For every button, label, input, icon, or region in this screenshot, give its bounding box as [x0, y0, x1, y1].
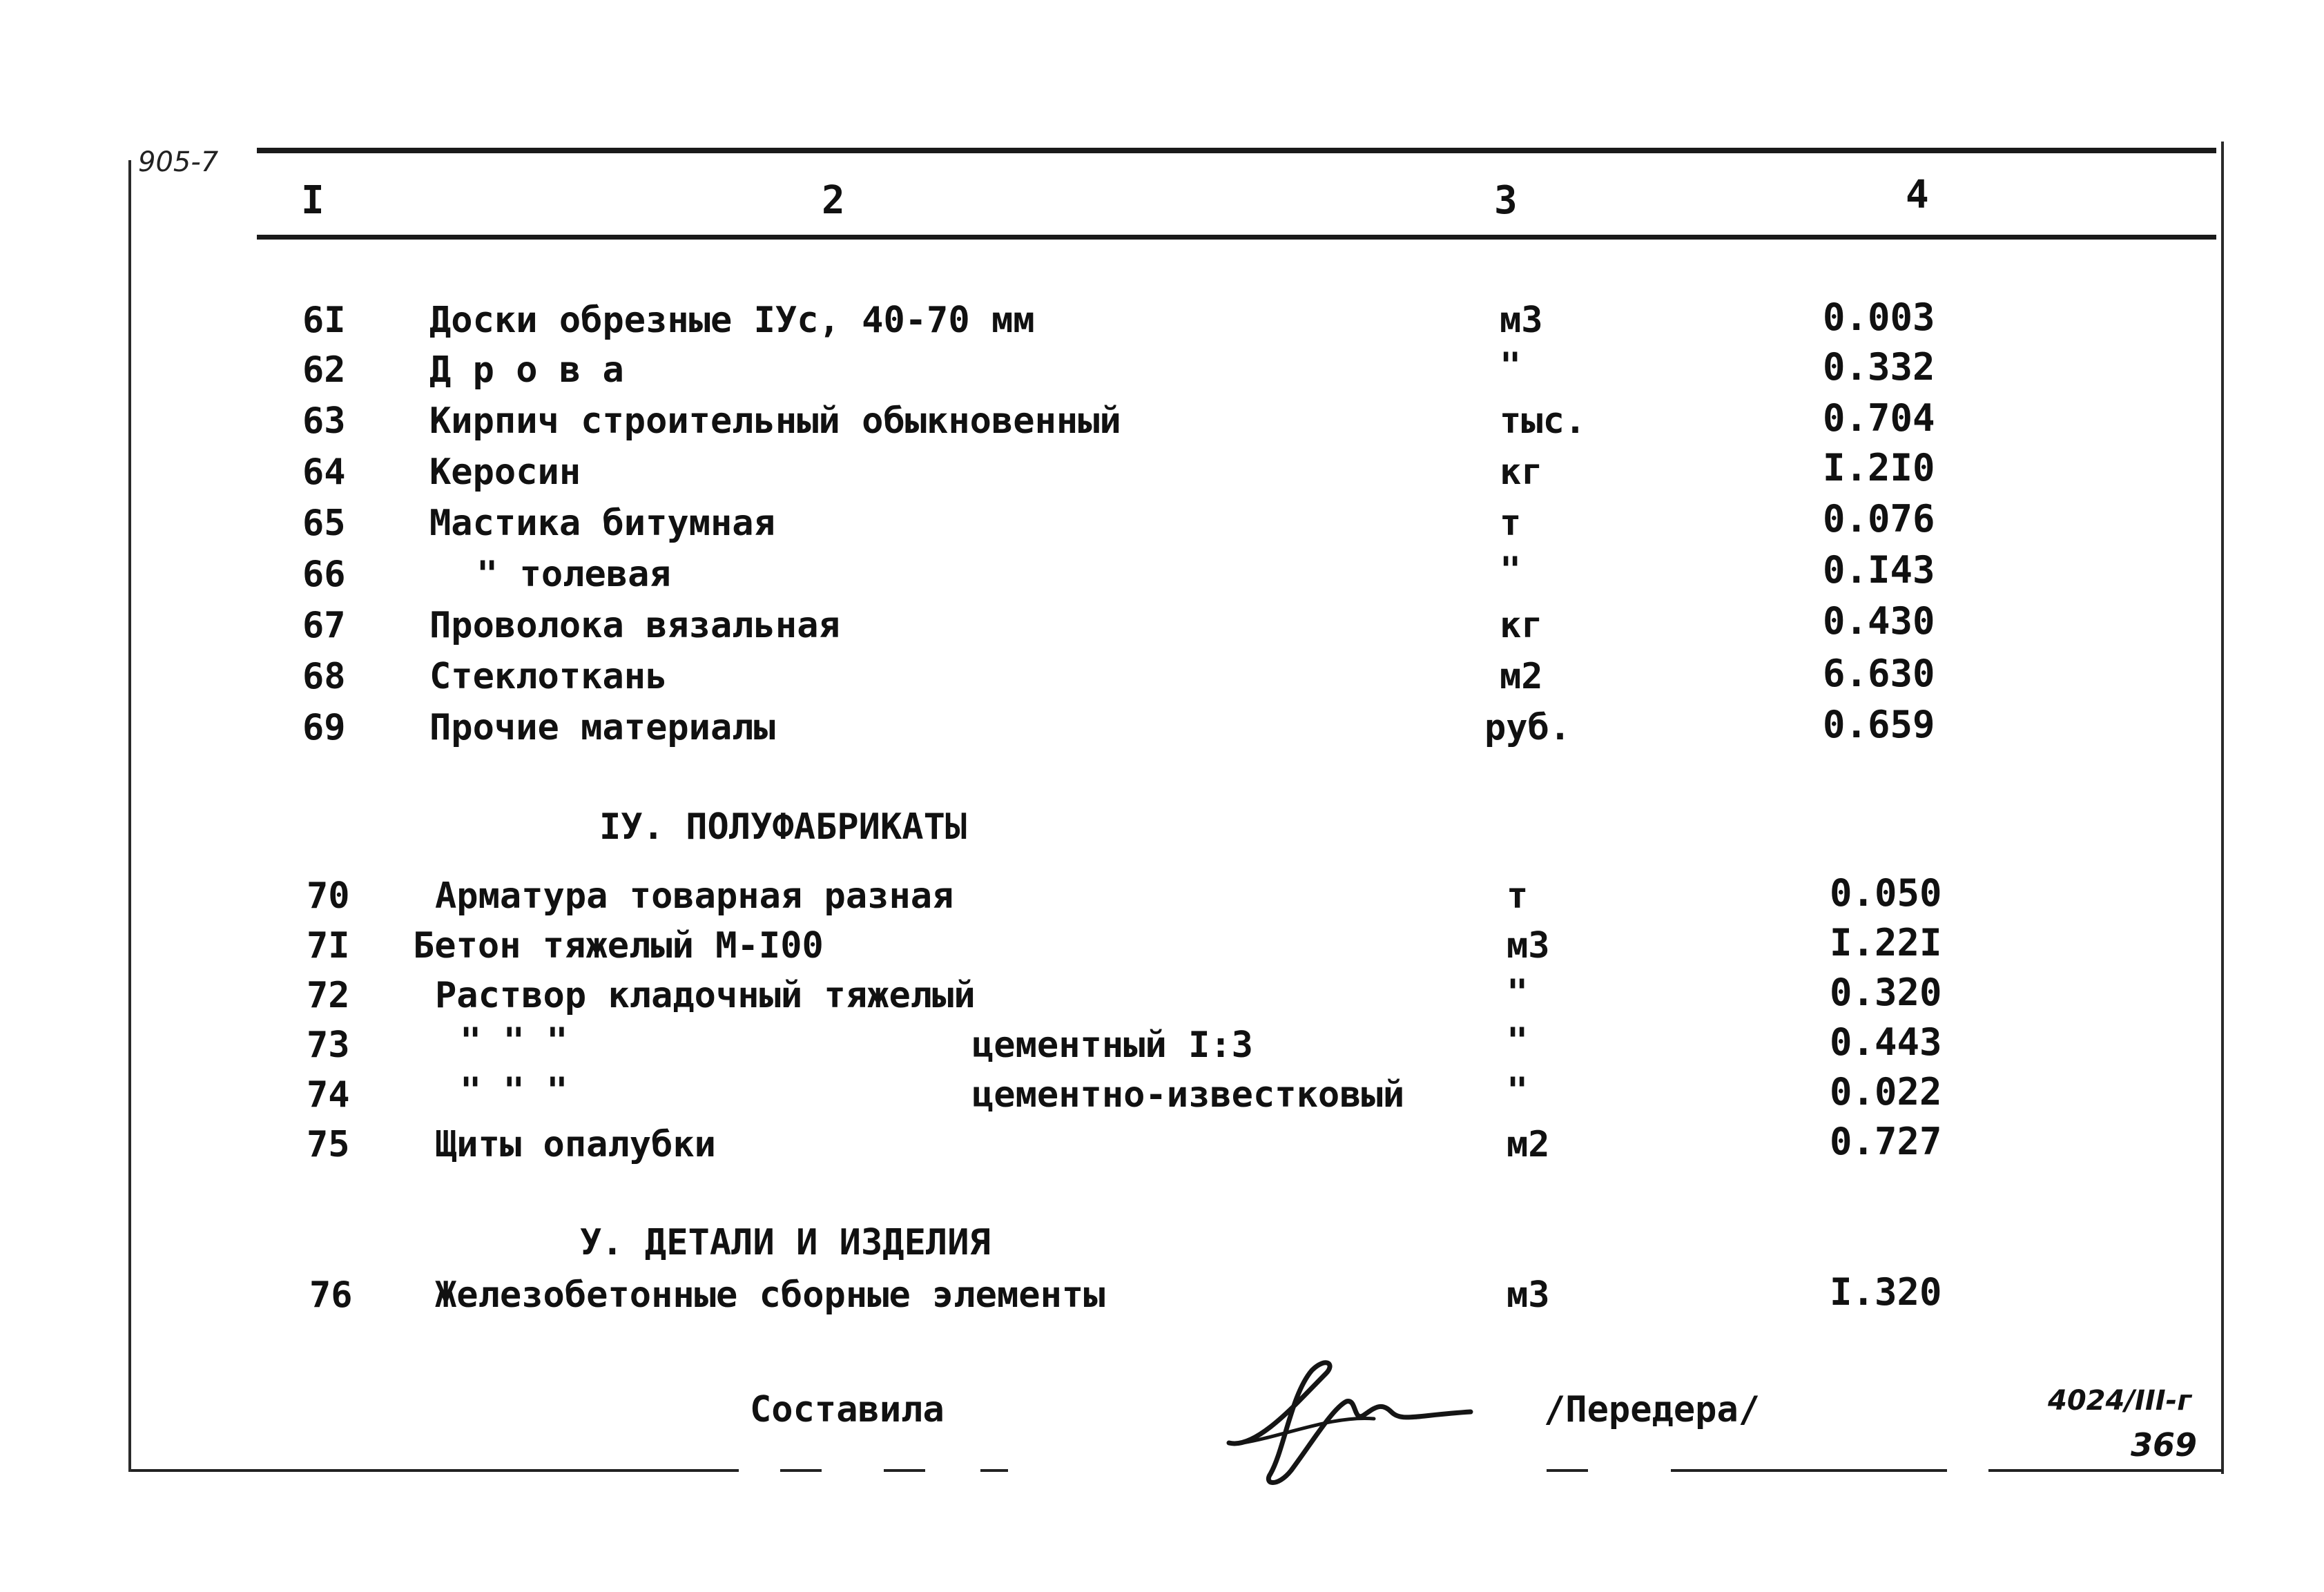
unit-of-measure: кг: [1500, 452, 1543, 493]
row-number: 7I: [307, 925, 350, 967]
row-number: 66: [302, 554, 346, 595]
frame-right-border: [2221, 142, 2224, 1474]
quantity-value: 0.076: [1823, 497, 1935, 541]
quantity-value: 0.443: [1830, 1020, 1942, 1064]
quantity-value: 0.704: [1823, 396, 1935, 440]
quantity-value: 0.I43: [1823, 548, 1935, 592]
signature-icon: [1215, 1346, 1478, 1491]
row-number: 68: [302, 656, 346, 697]
quantity-value: I.22I: [1830, 921, 1942, 964]
row-number: 62: [302, 349, 346, 391]
unit-of-measure: м2: [1507, 1124, 1550, 1165]
compiled-by-label: Составила: [750, 1389, 945, 1430]
quantity-value: 0.003: [1823, 295, 1935, 339]
unit-of-measure: ": [1500, 345, 1522, 387]
material-name: Арматура товарная разная: [435, 875, 954, 917]
material-subtype: цементно-известковый: [972, 1074, 1405, 1116]
row-number: 73: [307, 1025, 350, 1066]
unit-of-measure: т: [1500, 503, 1522, 544]
row-number: 70: [307, 875, 350, 917]
bottom-border-segment: [884, 1469, 925, 1472]
row-number: 65: [302, 503, 346, 544]
unit-of-measure: тыс.: [1500, 400, 1587, 442]
material-name: Керосин: [429, 452, 581, 493]
column-header-2: 2: [822, 178, 845, 223]
unit-of-measure: м3: [1500, 300, 1543, 341]
header-top-rule: [257, 148, 2216, 153]
row-number: 72: [307, 975, 350, 1016]
column-header-4: 4: [1906, 173, 1929, 217]
column-header-1: I: [301, 178, 325, 223]
row-number: 64: [302, 452, 346, 493]
unit-of-measure: кг: [1500, 605, 1543, 646]
material-name: Щиты опалубки: [435, 1124, 716, 1165]
bottom-border-segment: [1988, 1469, 2223, 1472]
signer-name: /Передера/: [1544, 1389, 1761, 1430]
quantity-value: 0.050: [1830, 871, 1942, 915]
material-name: Стеклоткань: [429, 656, 668, 697]
row-number: 63: [302, 400, 346, 442]
row-number: 67: [302, 605, 346, 646]
row-number: 75: [307, 1124, 350, 1165]
unit-of-measure: ": [1507, 972, 1529, 1013]
row-number: 69: [302, 707, 346, 748]
quantity-value: 0.659: [1823, 703, 1935, 746]
material-name: " " ": [460, 1070, 568, 1112]
header-bottom-rule: [257, 235, 2216, 240]
frame-left-border: [128, 160, 131, 1472]
quantity-value: 6.630: [1823, 652, 1935, 695]
corner-code: 905-7: [138, 146, 219, 178]
page-number: 369: [2131, 1426, 2198, 1464]
material-name: Д р о в а: [429, 349, 624, 391]
material-name: Железобетонные сборные элементы: [435, 1274, 1105, 1316]
bottom-border-segment: [780, 1469, 822, 1472]
material-subtype: цементный I:3: [972, 1025, 1253, 1066]
quantity-value: 0.727: [1830, 1120, 1942, 1163]
material-name: Проволока вязальная: [429, 605, 840, 646]
quantity-value: 0.022: [1830, 1070, 1942, 1114]
unit-of-measure: руб.: [1484, 707, 1571, 748]
material-name: Бетон тяжелый М-I00: [413, 925, 824, 967]
bottom-border-segment: [1547, 1469, 1588, 1472]
column-header-3: 3: [1494, 178, 1518, 223]
quantity-value: I.320: [1830, 1270, 1942, 1314]
material-name: Прочие материалы: [429, 707, 775, 748]
unit-of-measure: м3: [1507, 925, 1550, 967]
quantity-value: I.2I0: [1823, 446, 1935, 489]
unit-of-measure: ": [1507, 1020, 1529, 1062]
row-number: 6I: [302, 300, 346, 341]
quantity-value: 0.332: [1823, 345, 1935, 389]
material-name: Мастика битумная: [429, 503, 775, 544]
row-number: 76: [309, 1274, 353, 1316]
unit-of-measure: м2: [1500, 656, 1543, 697]
section-title-parts-and-products: У. ДЕТАЛИ И ИЗДЕЛИЯ: [580, 1222, 991, 1263]
quantity-value: 0.320: [1830, 971, 1942, 1014]
bottom-border-segment: [980, 1469, 1008, 1472]
section-title-semifinished: IУ. ПОЛУФАБРИКАТЫ: [599, 806, 967, 848]
unit-of-measure: т: [1507, 875, 1529, 917]
bottom-border-segment: [1671, 1469, 1947, 1472]
unit-of-measure: ": [1507, 1070, 1529, 1112]
material-name: Раствор кладочный тяжелый: [435, 975, 976, 1016]
unit-of-measure: м3: [1507, 1274, 1550, 1316]
material-name: " толевая: [476, 554, 671, 595]
material-name: " " ": [460, 1020, 568, 1062]
row-number: 74: [307, 1074, 350, 1116]
material-name: Кирпич строительный обыкновенный: [429, 400, 1121, 442]
document-stamp-code: 4024/III-г: [2048, 1385, 2192, 1417]
bottom-border-segment: [131, 1469, 739, 1472]
quantity-value: 0.430: [1823, 599, 1935, 643]
unit-of-measure: ": [1500, 550, 1522, 591]
material-name: Доски обрезные IУс, 40-70 мм: [429, 300, 1035, 341]
